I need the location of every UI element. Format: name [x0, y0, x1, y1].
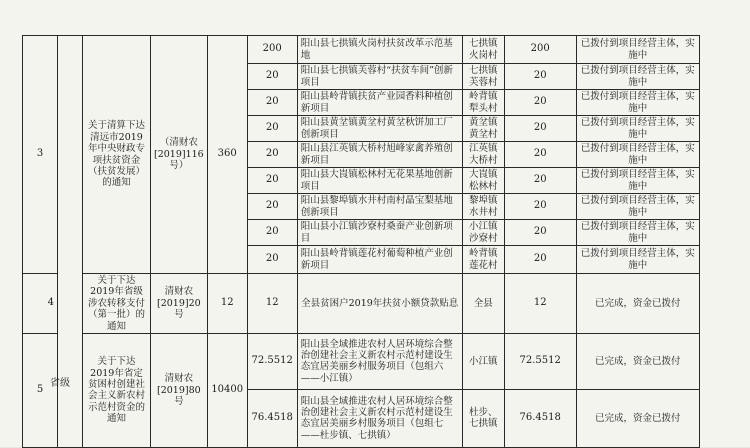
amount-cell: 76.4518: [247, 389, 297, 447]
project-name-cell: 阳山县黄坌镇黄坌村黄坌秋饼加工厂创新项目: [297, 116, 462, 142]
funding-table: [22, 35, 700, 448]
amount-cell: 20: [247, 168, 297, 194]
place-cell: 岭背镇犁头村: [462, 90, 504, 116]
seq-cell: 3: [23, 36, 58, 274]
status-cell: 已拨付到项目经营主体，实施中: [576, 64, 699, 90]
place-cell: 七拱镇火岗村: [462, 36, 504, 64]
doc-number-cell: 清财农[2019]20号: [151, 274, 208, 334]
amount2-cell: 12: [504, 274, 576, 334]
project-name-cell: 阳山县七拱镇芙蓉村“扶贫车间”创新项目: [297, 64, 462, 90]
amount-cell: 20: [247, 246, 297, 274]
amount2-cell: 20: [504, 220, 576, 246]
doc-number-cell: （清财农[2019]116号）: [151, 36, 208, 274]
amount-cell: 20: [247, 142, 297, 168]
amount2-cell: 20: [504, 142, 576, 168]
amount2-cell: 20: [504, 116, 576, 142]
status-cell: 已完成，资金已拨付: [576, 389, 699, 447]
project-name-cell: 阳山县七拱镇火岗村扶贫改革示范基地: [297, 36, 462, 64]
amount-cell: 20: [247, 194, 297, 220]
project-name-cell: 阳山县小江镇沙寮村桑蚕产业创新项目: [297, 220, 462, 246]
status-cell: 已拨付到项目经营主体，实施中: [576, 116, 699, 142]
amount2-cell: 20: [504, 194, 576, 220]
project-name-cell: 阳山县岭背镇莲花村葡萄种植产业创新项目: [297, 246, 462, 274]
amount-cell: 12: [247, 274, 297, 334]
seq-cell: 5: [23, 333, 58, 447]
status-cell: 已拨付到项目经营主体，实施中: [576, 220, 699, 246]
table-row: [23, 36, 700, 64]
amount-cell: 20: [247, 116, 297, 142]
place-cell: 江英镇大桥村: [462, 142, 504, 168]
status-cell: 已拨付到项目经营主体，实施中: [576, 90, 699, 116]
amount2-cell: 72.5512: [504, 333, 576, 389]
amount2-cell: 20: [504, 90, 576, 116]
place-cell: 杜步、七拱镇: [462, 389, 504, 447]
doc-title-cell: 关于下达2019年省定贫困村创建社会主义新农村示范村资金的通知: [83, 333, 151, 447]
amount2-cell: 76.4518: [504, 389, 576, 447]
amount2-cell: 20: [504, 246, 576, 274]
amount2-cell: 200: [504, 36, 576, 64]
total-cell: 360: [207, 36, 247, 274]
status-cell: 已拨付到项目经营主体，实施中: [576, 36, 699, 64]
place-cell: 小江镇: [462, 333, 504, 389]
project-name-cell: 阳山县黎埠镇水井村南村晶宝梨基地创新项目: [297, 194, 462, 220]
project-name-cell: 阳山县江英镇大桥村旭峰家禽养殖创新项目: [297, 142, 462, 168]
project-name-cell: 全县贫困户2019年扶贫小额贷款贴息: [297, 274, 462, 334]
status-cell: 已拨付到项目经营主体，实施中: [576, 142, 699, 168]
table-row: [23, 274, 700, 334]
status-cell: 已完成，资金已拨付: [576, 274, 699, 334]
total-cell: 12: [207, 274, 247, 334]
amount-cell: 20: [247, 64, 297, 90]
seq-cell: 4: [23, 274, 58, 334]
project-name-cell: 阳山县全域推进农村人居环境综合整治创建社会主义新农村示范村建设生态宜居美丽乡村服务项目（包组六——小江镇）: [297, 333, 462, 389]
place-cell: 黄坌镇黄坌村: [462, 116, 504, 142]
place-cell: 小江镇沙寮村: [462, 220, 504, 246]
amount-cell: 200: [247, 36, 297, 64]
status-cell: 已拨付到项目经营主体，实施中: [576, 168, 699, 194]
place-cell: 岭背镇莲花村: [462, 246, 504, 274]
amount-cell: 72.5512: [247, 333, 297, 389]
table-row: [23, 333, 700, 389]
place-cell: 七拱镇芙蓉村: [462, 64, 504, 90]
project-name-cell: 阳山县大崀镇松林村无花果基地创新项目: [297, 168, 462, 194]
place-cell: 大崀镇松林村: [462, 168, 504, 194]
amount-cell: 20: [247, 220, 297, 246]
doc-title-cell: 关于下达2019年省级涉农转移支付（第一批）的通知: [83, 274, 151, 334]
status-cell: 已拨付到项目经营主体，实施中: [576, 246, 699, 274]
project-name-cell: 阳山县全域推进农村人居环境综合整治创建社会主义新农村示范村建设生态宜居美丽乡村服务项目（包组七——杜步镇、七拱镇）: [297, 389, 462, 447]
place-cell: 全县: [462, 274, 504, 334]
doc-title-cell: 关于清算下达清远市2019年中央财政专项扶贫资金（扶贫发展）的通知: [83, 36, 151, 274]
status-cell: 已拨付到项目经营主体，实施中: [576, 194, 699, 220]
amount-cell: 20: [247, 90, 297, 116]
place-cell: 黎埠镇水井村: [462, 194, 504, 220]
status-cell: 已完成，资金已拨付: [576, 333, 699, 389]
project-name-cell: 阳山县岭背镇扶贫产业园香料种植创新项目: [297, 90, 462, 116]
amount2-cell: 20: [504, 168, 576, 194]
amount2-cell: 20: [504, 64, 576, 90]
total-cell: 10400: [207, 333, 247, 447]
level-label: 省级: [50, 378, 70, 389]
doc-number-cell: 清财农[2019]80号: [151, 333, 208, 447]
